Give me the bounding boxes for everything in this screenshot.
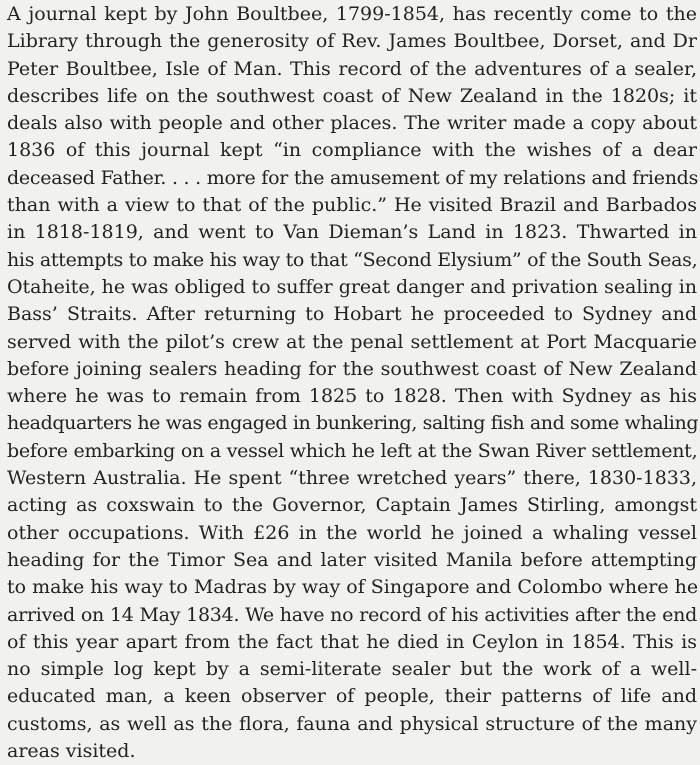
text-line: of this year apart from the fact that he died in Ceylon in 1854. This is xyxy=(7,630,697,653)
text-line: areas visited. xyxy=(7,740,136,763)
text-line: in 1818-1819, and went to Van Dieman’s Land in 1823. Thwarted in xyxy=(7,221,697,244)
text-line: acting as coxswain to the Governor, Captain James Stirling, amongst xyxy=(7,494,697,517)
text-line: served with the pilot’s crew at the penal settlement at Port Macquarie xyxy=(7,330,697,353)
text-line: than with a view to that of the public.” He visited Brazil and Barbados xyxy=(7,194,697,217)
text-line: A journal kept by John Boultbee, 1799-1854, has recently come to the xyxy=(7,3,697,25)
text-line: customs, as well as the flora, fauna and physical structure of the many xyxy=(7,712,697,735)
journal-paragraph xyxy=(7,1,697,765)
text-line: Bass’ Straits. After returning to Hobart he proceeded to Sydney and xyxy=(7,303,697,326)
text-line: arrived on 14 May 1834. We have no record of his activities after the end xyxy=(7,603,697,626)
text-line: Western Australia. He spent “three wretched years” there, 1830-1833, xyxy=(7,467,697,490)
text-line: where he was to remain from 1825 to 1828. Then with Sydney as his xyxy=(7,385,697,408)
text-line: deceased Father. . . . more for the amusement of my relations and friends xyxy=(7,166,699,189)
text-line: before embarking on a vessel which he left at the Swan River settlement, xyxy=(7,439,698,462)
text-line: deals also with people and other places. The writer made a copy about xyxy=(7,112,697,135)
text-line: before joining sealers heading for the southwest coast of New Zealand xyxy=(7,357,697,380)
text-line: 1836 of this journal kept “in compliance with the wishes of a dear xyxy=(7,139,697,162)
text-line: describes life on the southwest coast of New Zealand in the 1820s; it xyxy=(7,84,697,107)
text-line: no simple log kept by a semi-literate sealer but the work of a well- xyxy=(7,658,697,681)
text-line: headquarters he was engaged in bunkering, salting fish and some whaling xyxy=(7,412,699,435)
text-line: Otaheite, he was obliged to suffer great danger and privation sealing in xyxy=(7,275,697,298)
text-line: to make his way to Madras by way of Singapore and Colombo where he xyxy=(7,576,699,599)
text-line: other occupations. With £26 in the world he joined a whaling vessel xyxy=(7,521,697,544)
text-line: Peter Boultbee, Isle of Man. This record of the adventures of a sealer, xyxy=(7,57,697,80)
text-line: his attempts to make his way to that “Second Elysium” of the South Seas, xyxy=(7,248,698,271)
text-line: Library through the generosity of Rev. James Boultbee, Dorset, and Dr xyxy=(7,30,697,53)
text-line: educated man, a keen observer of people, their patterns of life and xyxy=(7,685,697,708)
text-line: heading for the Timor Sea and later visited Manila before attempting xyxy=(7,548,697,571)
